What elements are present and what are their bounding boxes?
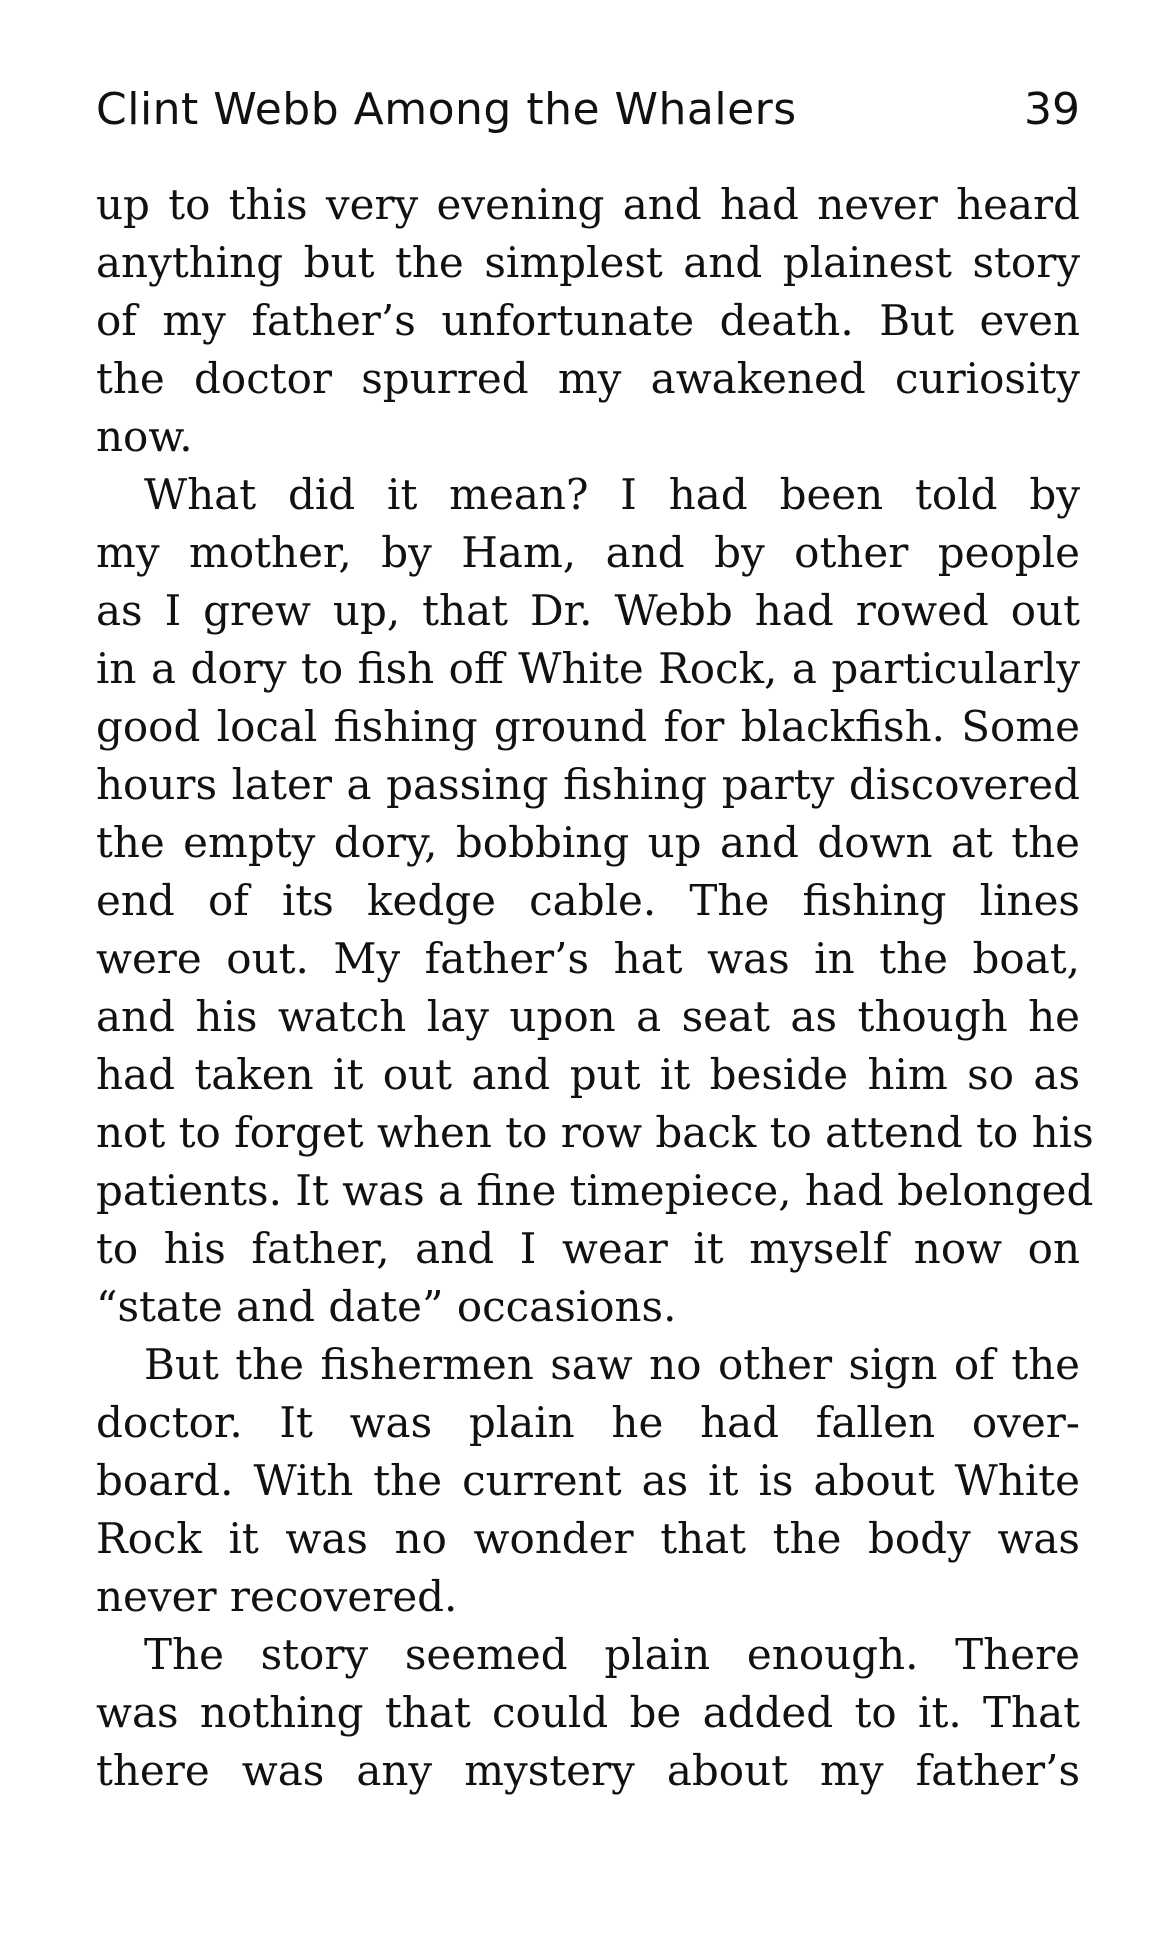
text-line: doctor. It was plain he had fallen over- <box>96 1398 1080 1447</box>
paragraph <box>96 1336 1080 1626</box>
text-line: in a dory to fish off White Rock, a particularly <box>96 644 1080 693</box>
text-line: But the fishermen saw no other sign of the <box>144 1340 1080 1389</box>
text-line: end of its kedge cable. The fishing lines <box>96 876 1080 925</box>
text-line: Rock it was no wonder that the body was <box>96 1514 1080 1563</box>
text-line: The story seemed plain enough. There <box>144 1630 1080 1679</box>
text-line: good local fishing ground for blackfish. Some <box>96 702 1080 751</box>
body-text <box>96 176 1094 1800</box>
text-line: were out. My father’s hat was in the boat, <box>96 934 1080 983</box>
text-line: of my father’s unfortunate death. But even <box>96 296 1080 345</box>
paragraph <box>96 176 1080 466</box>
paragraph <box>96 466 1094 1336</box>
text-line: hours later a passing fishing party discovered <box>96 760 1080 809</box>
text-line: my mother, by Ham, and by other people <box>96 528 1080 577</box>
text-line: and his watch lay upon a seat as though he <box>96 992 1080 1041</box>
text-line: anything but the simplest and plainest story <box>96 238 1080 287</box>
text-line: the doctor spurred my awakened curiosity <box>96 354 1080 403</box>
text-line: now. <box>96 412 193 461</box>
text-line: had taken it out and put it beside him so as <box>96 1050 1080 1099</box>
running-head <box>96 80 1080 140</box>
running-title: Clint Webb Among the Whalers <box>96 84 797 135</box>
paragraph <box>96 1626 1080 1800</box>
text-line: What did it mean? I had been told by <box>144 470 1080 519</box>
page-number: 39 <box>1024 84 1080 135</box>
text-line: was nothing that could be added to it. That <box>96 1688 1080 1737</box>
text-line: as I grew up, that Dr. Webb had rowed out <box>96 586 1080 635</box>
text-line: patients. It was a fine timepiece, had belonged <box>96 1166 1094 1215</box>
text-line: board. With the current as it is about White <box>96 1456 1080 1505</box>
text-line: not to forget when to row back to attend to his <box>96 1108 1094 1157</box>
text-line: up to this very evening and had never heard <box>96 180 1080 229</box>
text-line: the empty dory, bobbing up and down at the <box>96 818 1080 867</box>
text-line: there was any mystery about my father’s <box>96 1746 1080 1795</box>
text-line: “state and date” occasions. <box>96 1282 677 1331</box>
text-line: never recovered. <box>96 1572 458 1621</box>
text-line: to his father, and I wear it myself now on <box>96 1224 1080 1273</box>
